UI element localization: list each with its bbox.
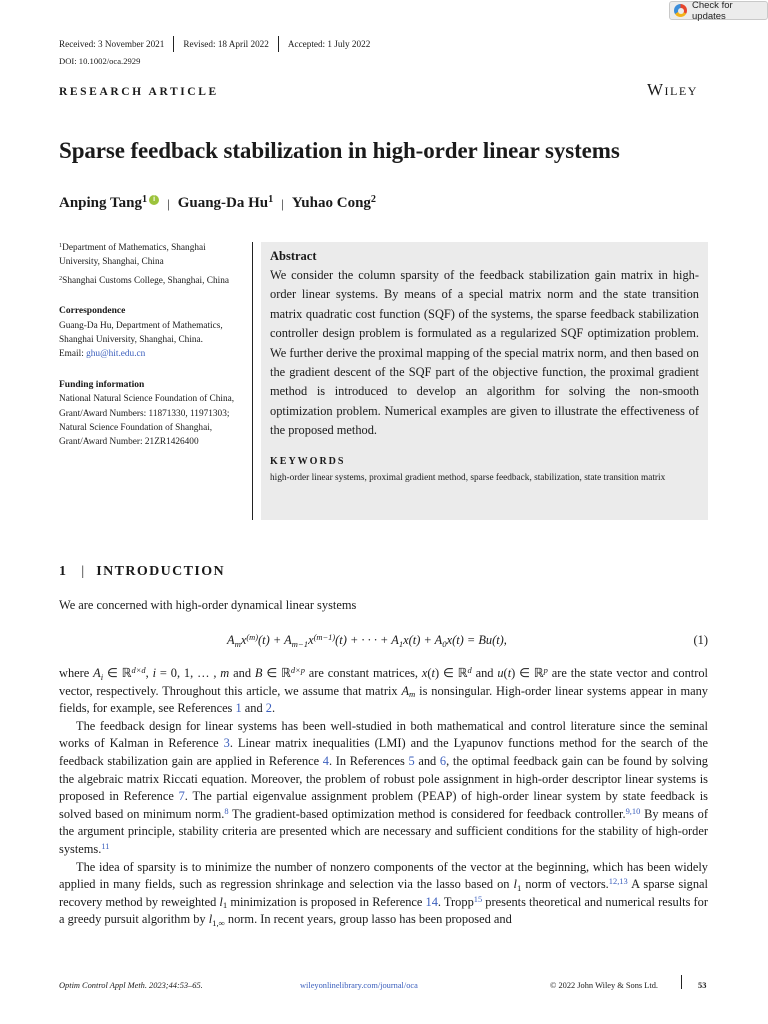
abstract-text: We consider the column sparsity of the feedback stabilization gain matrix in high-order linear systems. By means of a special matrix norm and the state transition matrix quadratic cost function (SQF) of the systems, the sparse feedback stabilization controller design problem is formulated as a regularized SQF optimization problem. We further derive the proximal mapping of the special matrix norm, and then based on the gradient descent of the SQF part of the objective function, the proximal gradient method is introduced to develop an algorithm for solving the non-smooth optimization problem. Numerical examples are given to illustrate the effectiveness of the proposed method.: [270, 268, 699, 438]
funding-text: National Natural Science Foundation of China, Grant/Award Numbers: 11871330, 11971303; Natural Science Foundation of Shanghai, Grant/Award Number: 21ZR1426400: [59, 394, 235, 448]
author[interactable]: Guang-Da Hu$^1$: [177, 194, 274, 211]
intro-first-line: We are concerned with high-order dynamical linear systems: [59, 598, 357, 612]
section-heading: [59, 564, 225, 580]
article-type: RESEARCH ARTICLE: [59, 86, 219, 98]
funding-heading: Funding information: [59, 379, 145, 390]
page-number: 53: [698, 981, 707, 990]
paper-title: Sparse feedback stabilization in high-order linear systems: [59, 138, 620, 163]
divider: [681, 975, 682, 989]
section-title: INTRODUCTION: [96, 564, 226, 579]
equation-expression: $A_mx^{(m)}(t) + A_{m-1}x^{(m-1)}(t)$ + · · · + $A_1x(t) + A_0x(t) = Bu(t)$,: [227, 632, 507, 649]
paragraph: The idea of sparsity is to minimize the number of nonzero components of the vector at the beginning, which has been widely applied in many fields, such as regression shrinkage and selection via the lasso based on $l_1$ norm of vectors.$^{12,13}$ A sparse signal recovery method by reweighted $l_1$ minimization is proposed in Reference 14. Tropp$^{15}$ presents theoretical and numerical results for a greedy pursuit algorithm by $l_{1,\infty}$ norm. In recent years, group lasso has been proposed and: [59, 859, 709, 928]
keywords-heading: KEYWORDS: [270, 455, 346, 467]
correspondence-heading: Correspondence: [59, 306, 126, 317]
journal-citation: Optim Control Appl Meth. 2023;44:53–65.: [59, 981, 203, 990]
check-for-updates-label: Check for updates: [692, 0, 733, 22]
abstract-box: [261, 242, 708, 520]
revised-date: Revised: 18 April 2022: [183, 39, 269, 49]
column-divider: [252, 242, 253, 520]
article-dates: [59, 36, 370, 52]
journal-url-link[interactable]: wileyonlinelibrary.com/journal/oca: [300, 981, 418, 990]
divider: |: [167, 195, 170, 211]
paragraph: The feedback design for linear systems has been well-studied in both mathematical and control literature since the seminal works of Kalman in Reference 3. Linear matrix inequalities (LMI) and the Lyapunov functions method for the search of the feedback stabilization gain are applied in Reference 4. In References 5 and 6, the optimal feedback gain can be found by solving the algebraic matrix Riccati equation. Moreover, the problem of robust pole assignment in high-order descriptor linear systems is proposed in Reference 7. The partial eigenvalue assignment problem (PEAP) of high-order linear system by state feedback is solved based on minimum norm.$^8$ The gradient-based optimization method is considered for feedback controller.$^{9,10}$ By means of the argument principle, stability criteria are presented which are necessary and sufficient conditions for the stability of high-order systems.$^{11}$: [59, 718, 709, 856]
paragraph: where $A_i$ ∈ ℝ$^{d\times d}$, i = 0, 1, … , m and B ∈ ℝ$^{d\times p}$ are constant matrices, x(t) ∈ ℝ$^d$ and u(t) ∈ ℝ$^p$ are the state vector and control vector, respectively. Throughout this article, we assume that matrix $A_m$ is nonsingular. High-order linear systems appear in many fields, for example, see References 1 and 2.: [59, 665, 708, 716]
keywords-text: high-order linear systems, proximal gradient method, sparse feedback, stabilization, state transition matrix: [270, 472, 666, 483]
author-list: [59, 195, 376, 212]
abstract-heading: Abstract: [270, 249, 317, 263]
divider: |: [281, 195, 284, 211]
orcid-icon[interactable]: i: [149, 195, 159, 205]
doi: DOI: 10.1002/oca.2929: [59, 56, 141, 66]
crossmark-icon: [674, 4, 687, 17]
author[interactable]: Anping Tang$^1$: [59, 194, 148, 211]
email-link[interactable]: ghu@hit.edu.cn: [86, 349, 146, 360]
divider: [278, 36, 279, 52]
body-text: [59, 665, 708, 929]
author[interactable]: Yuhao Cong$^2$: [291, 194, 377, 211]
accepted-date: Accepted: 1 July 2022: [287, 39, 371, 49]
equation-number: (1): [693, 633, 708, 647]
received-date: Received: 3 November 2021: [59, 39, 165, 49]
article-info-column: [59, 241, 244, 450]
publisher-logo: Wiley: [647, 80, 698, 99]
check-for-updates-button[interactable]: [669, 1, 768, 20]
section-number: 1: [59, 564, 68, 579]
copyright: © 2022 John Wiley & Sons Ltd.: [550, 981, 659, 990]
divider: |: [81, 564, 85, 579]
correspondence-text: Guang-Da Hu, Department of Mathematics, Shanghai University, Shanghai, China. Email: ghu@hit.edu.cn: [59, 320, 223, 360]
affiliation: $^1$Department of Mathematics, Shanghai University, Shanghai, China: [59, 242, 206, 268]
affiliation: $^2$Shanghai Customs College, Shanghai, China: [59, 274, 229, 286]
divider: [173, 36, 174, 52]
